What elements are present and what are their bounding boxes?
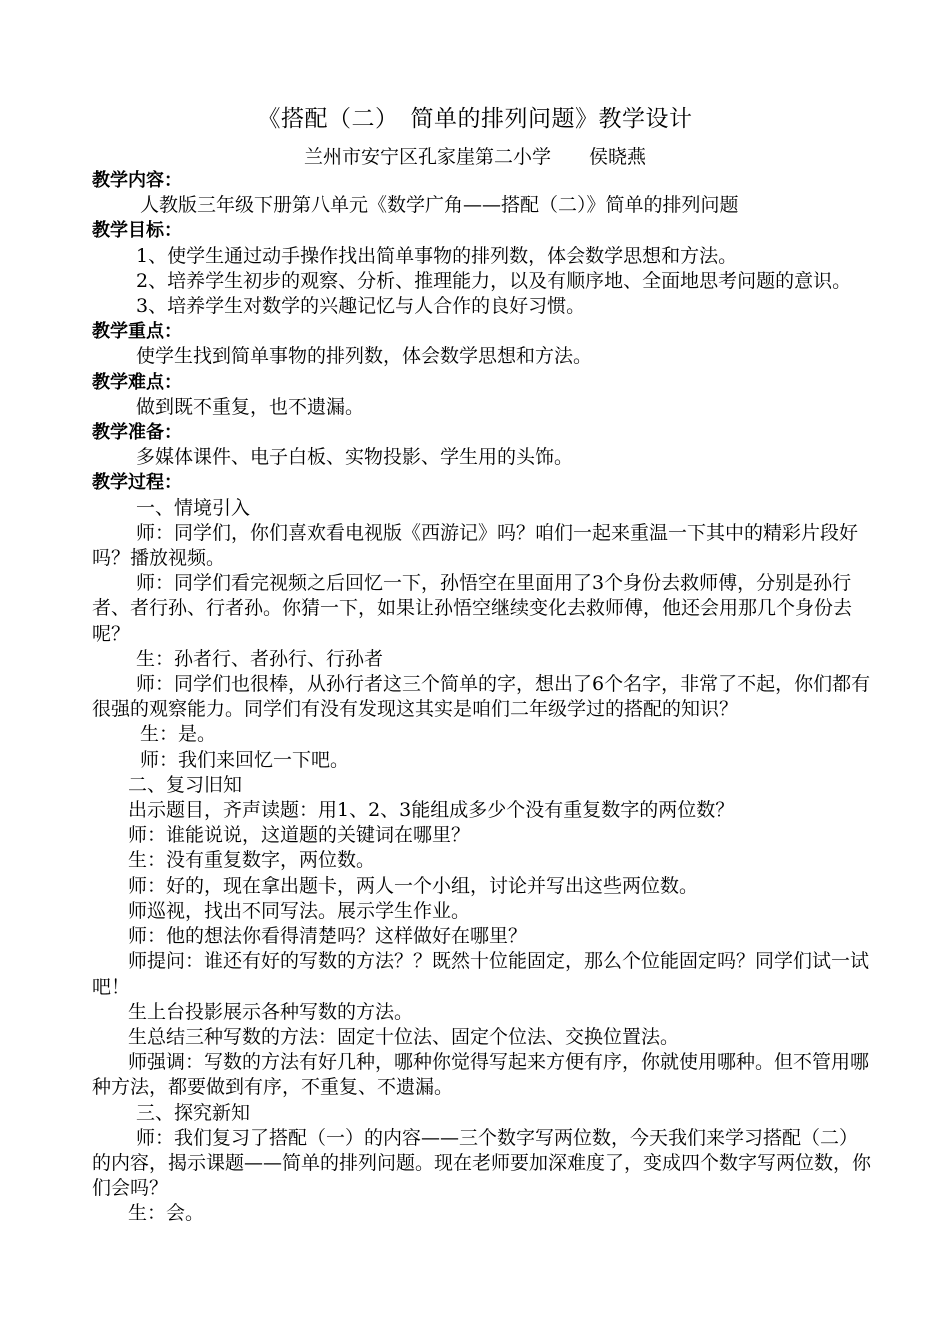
section-heading-preparation: 教学准备： — [92, 422, 182, 444]
section-heading-process: 教学过程： — [92, 472, 182, 494]
process-paragraph: 师：同学们也很棒，从孙行者这三个简单的字，想出了6个名字，非常了不起，你们都有很强的观察能力。同学们有没有发现这其实是咱们二年级学过的搭配的知识？ — [92, 673, 871, 721]
preparation-text: 多媒体课件、电子白板、实物投影、学生用的头饰。 — [136, 446, 574, 469]
difficulty-text: 做到既不重复，也不遗漏。 — [136, 395, 365, 418]
goal-item-1: 1、使学生通过动手操作找出简单事物的排列数，体会数学思想和方法。 — [136, 244, 738, 267]
section-heading-key-points: 教学重点： — [92, 321, 182, 343]
process-paragraph: 出示题目，齐声读题：用1、2、3能组成多少个没有重复数字的两位数？ — [128, 799, 735, 822]
process-paragraph: 生：会。 — [128, 1202, 205, 1225]
goal-item-2: 2、培养学生初步的观察、分析、推理能力，以及有顺序地、全面地思考问题的意识。 — [136, 269, 852, 292]
process-paragraph: 师：好的，现在拿出题卡，两人一个小组，讨论并写出这些两位数。 — [128, 874, 699, 897]
process-paragraph: 师提问：谁还有好的写数的方法？？既然十位能固定，那么个位能固定吗？同学们试一试吧！ — [92, 950, 870, 998]
process-paragraph: 二、复习旧知 — [128, 773, 243, 796]
process-paragraph: 师：同学们看完视频之后回忆一下，孙悟空在里面用了3个身份去救师傅，分别是孙行者、者行孙、行者孙。你猜一下，如果让孙悟空继续变化去救师傅，他还会用那几个身份去呢？ — [92, 572, 853, 645]
process-paragraph: 师：我们复习了搭配（一）的内容——三个数字写两位数，今天我们来学习搭配（二）的内容，揭示课题——简单的排列问题。现在老师要加深难度了，变成四个数字写两位数，你们会吗？ — [92, 1126, 872, 1200]
process-paragraph: 师强调：写数的方法有好几种，哪种你觉得写起来方便有序，你就使用哪种。但不管用哪种方法，都要做到有序，不重复、不遗漏。 — [92, 1051, 870, 1099]
process-paragraphs — [92, 496, 872, 1227]
section-heading-difficulty: 教学难点： — [92, 371, 182, 393]
process-paragraph: 生：是。 — [140, 723, 217, 746]
process-paragraph: 师：谁能说说，这道题的关键词在哪里？ — [128, 824, 471, 847]
process-paragraph: 师：同学们，你们喜欢看电视版《西游记》吗？咱们一起来重温一下其中的精彩片段好吗？播放视频。 — [92, 521, 859, 570]
process-paragraph: 师巡视，找出不同写法。展示学生作业。 — [128, 899, 471, 922]
content-text: 人教版三年级下册第八单元《数学广角——搭配（二）》简单的排列问题 — [140, 194, 739, 217]
section-heading-goals: 教学目标： — [92, 220, 182, 242]
process-paragraph: 生上台投影展示各种写数的方法。 — [128, 1000, 414, 1023]
document-body — [92, 168, 872, 1227]
goal-item-3: 3、培养学生对数学的兴趣记忆与人合作的良好习惯。 — [136, 295, 586, 318]
document-title: 《搭配（二） 简单的排列问题》教学设计 — [257, 106, 693, 132]
process-paragraph: 师：我们来回忆一下吧。 — [140, 748, 350, 771]
process-paragraph: 三、探究新知 — [136, 1101, 251, 1124]
process-paragraph: 一、情境引入 — [136, 496, 251, 519]
process-paragraph: 生总结三种写数的方法：固定十位法、固定个位法、交换位置法。 — [128, 1025, 680, 1048]
key-points-text: 使学生找到简单事物的排列数，体会数学思想和方法。 — [136, 345, 593, 368]
process-paragraph: 师：他的想法你看得清楚吗？这样做好在哪里？ — [128, 925, 528, 948]
process-paragraph: 生：没有重复数字，两位数。 — [128, 849, 376, 872]
process-paragraph: 生：孙者行、者孙行、行孙者 — [136, 647, 384, 670]
document-subtitle: 兰州市安宁区孔家崖第二小学 侯晓燕 — [303, 146, 646, 168]
section-heading-content: 教学内容： — [92, 170, 182, 191]
